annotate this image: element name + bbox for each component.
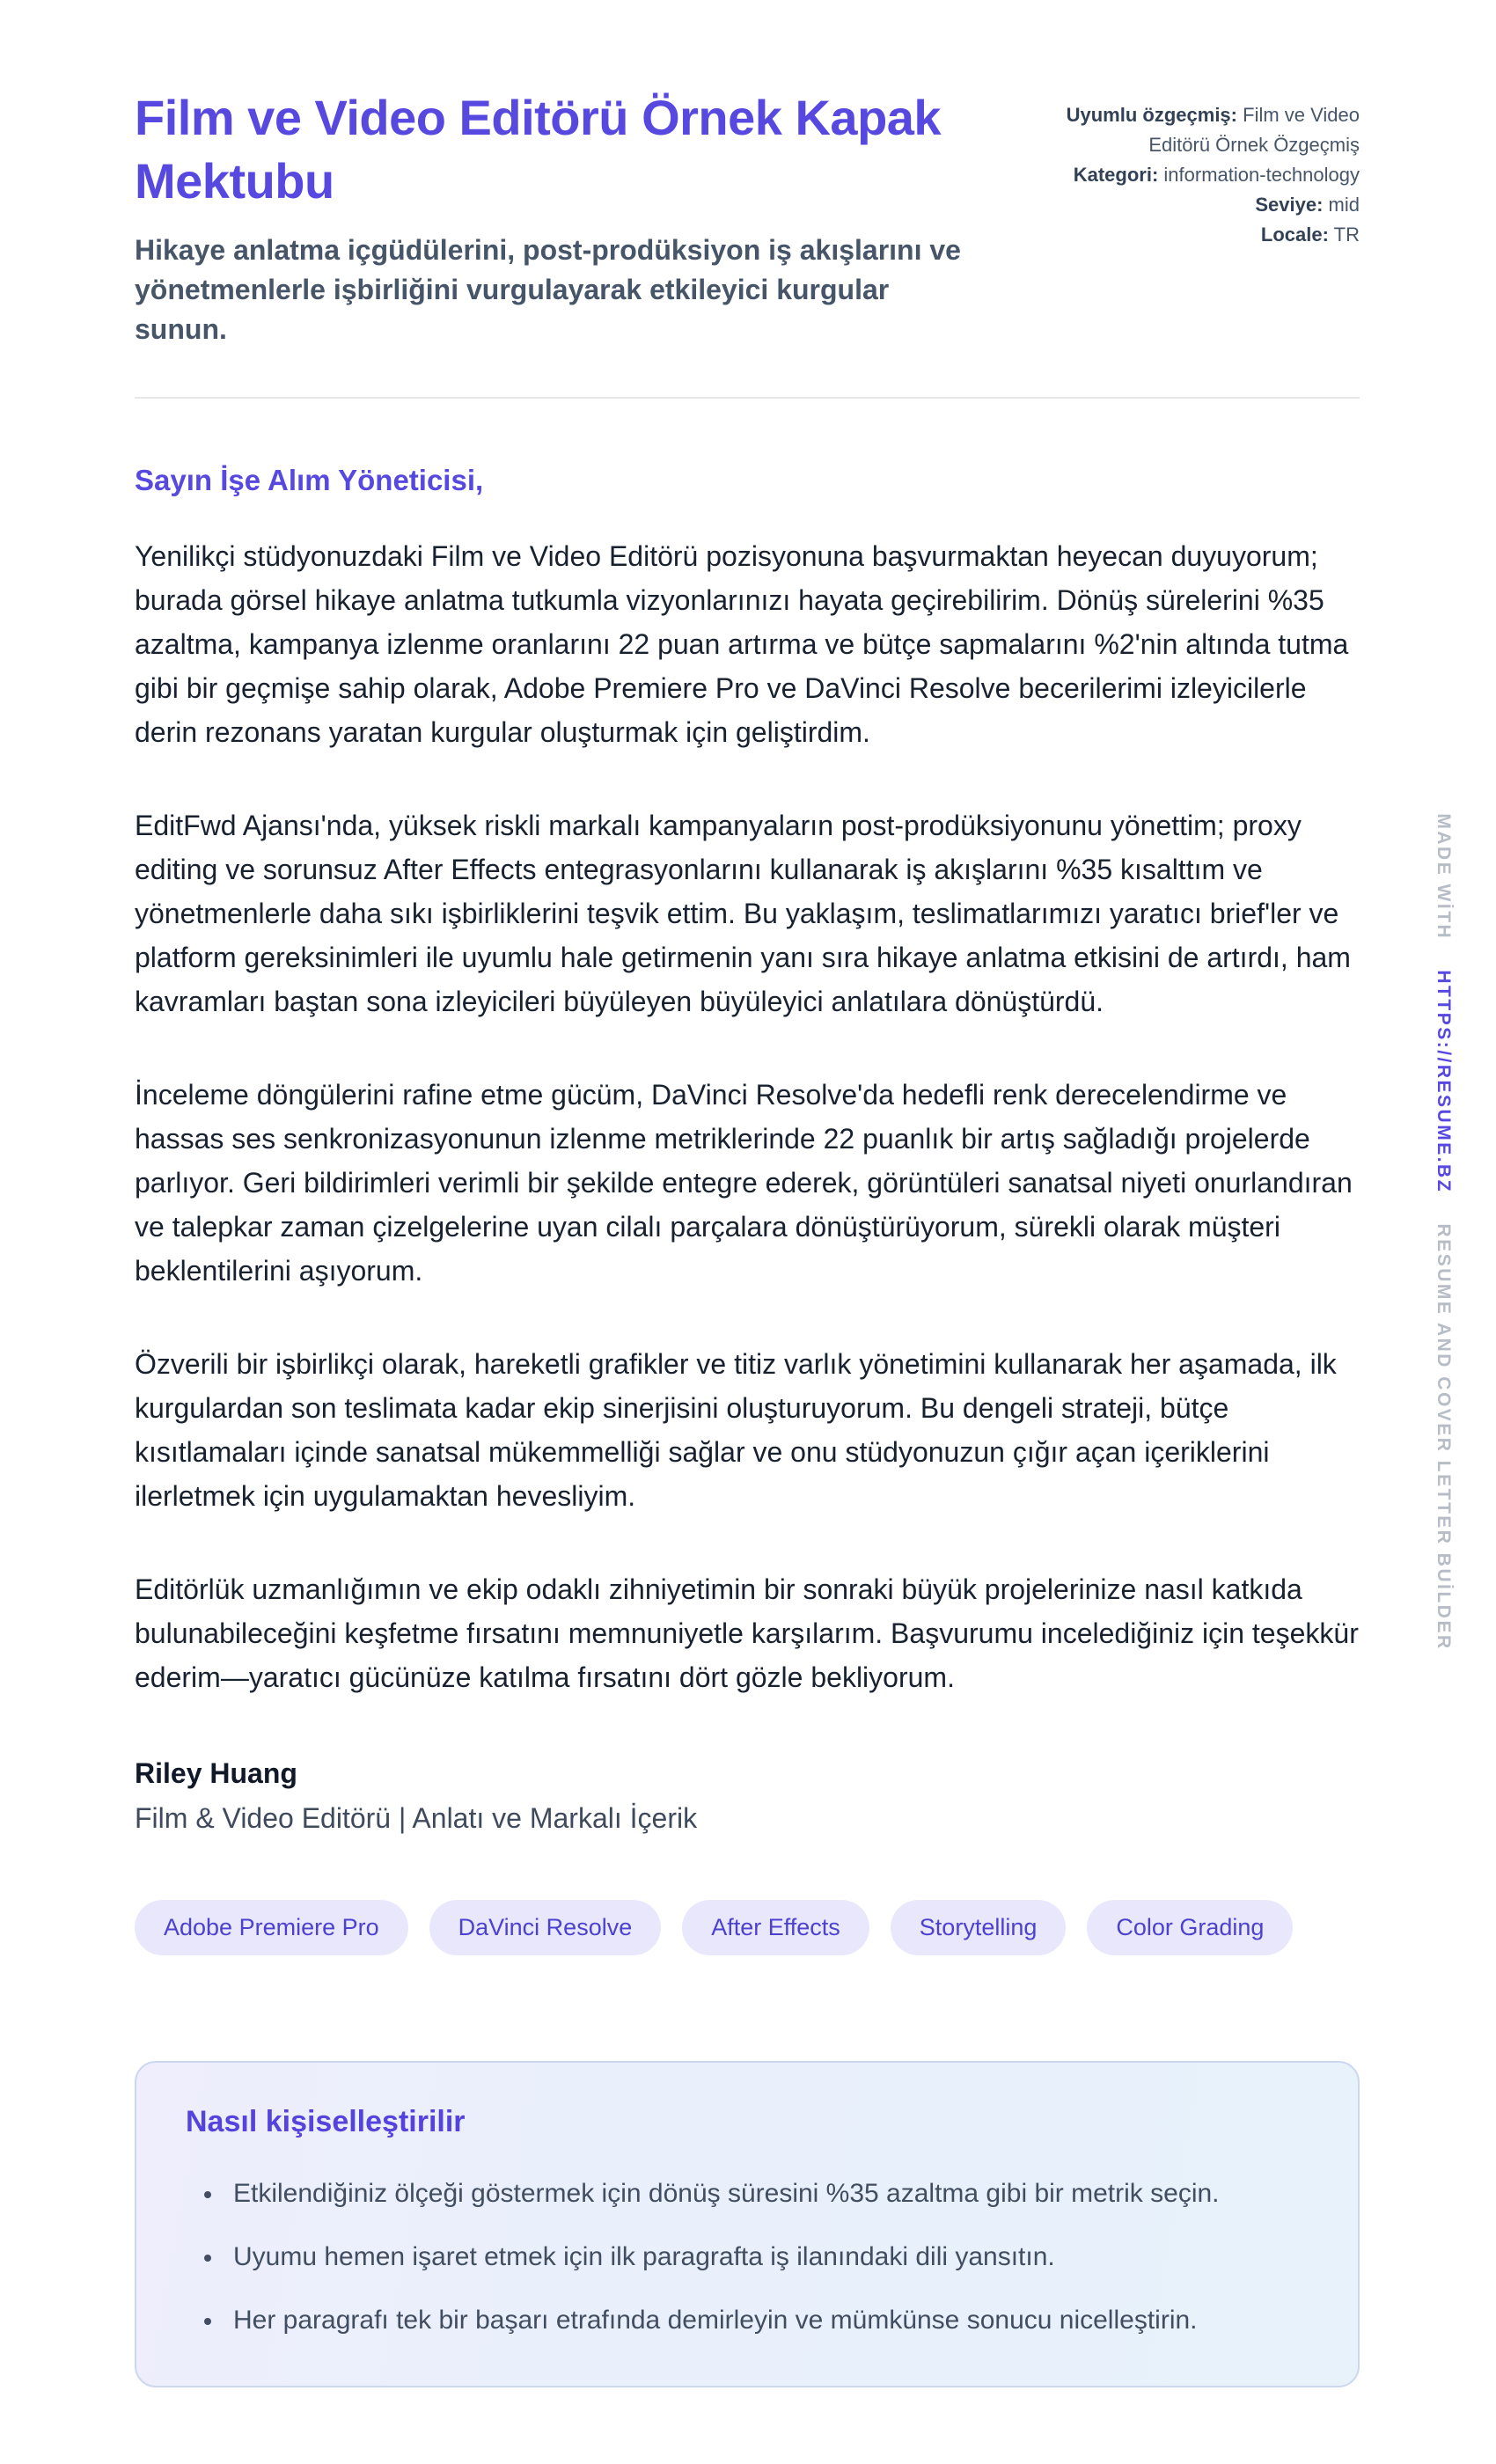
personalization-tips-list bbox=[186, 2174, 1309, 2340]
signature-role: Film & Video Editörü | Anlatı ve Markalı İçerik bbox=[135, 1802, 698, 1834]
watermark-resume-bz-link: HTTPS://RESUME.BZ bbox=[1434, 970, 1454, 1194]
skill-tag-storytelling: Storytelling bbox=[891, 1900, 1067, 1955]
personalization-heading: Nasıl kişiselleştirilir bbox=[186, 2105, 466, 2138]
letter-paragraph-4: Özverili bir işbirlikçi olarak, hareketli grafikler ve titiz varlık yönetimini kullanarak her aşamada, ilk kurgulardan son teslimata kadar ekip sinerjisini oluşturuyorum. Bu dengeli strateji, bütçe kısıtlamaları içinde sanatsal mükemmelliği sağlar ve onu stüdyonuzun çığır açan içeriklerini ilerletmek için uygulamaktan hevesliyim. bbox=[135, 1348, 1337, 1512]
letter-signature bbox=[135, 1757, 1360, 1835]
skill-tag-after-effects: After Effects bbox=[682, 1900, 869, 1955]
page-subtitle: Hikaye anlatma içgüdülerini, post-prodüksiyon iş akışlarını ve yönetmenlerle işbirliğini vurgulayarak etkileyici kurgular sunun. bbox=[135, 234, 961, 345]
made-with-watermark bbox=[1433, 813, 1454, 1650]
watermark-prefix: MADE WİTH bbox=[1434, 813, 1454, 941]
letter-paragraph-3: İnceleme döngülerini rafine etme gücüm, DaVinci Resolve'da hedefli renk derecelendirme ve hassas ses senkronizasyonunun izlenme metriklerinde 22 puanlık bir artış sağladığı projelerde parlıyor. Geri bildirimleri verimli bir şekilde entegre ederek, görüntüleri sanatsal niyeti onurlandıran ve talepkar zaman çizelgelerine uyan cilalı parçalara dönüştürüyorum, sürekli olarak müşteri beklentilerini aşıyorum. bbox=[135, 1079, 1353, 1287]
meta-value: Film ve Video Editörü Örnek Özgeçmiş bbox=[1148, 104, 1360, 156]
meta-row-matching-resume bbox=[1043, 100, 1360, 160]
page-header bbox=[135, 0, 1360, 349]
letter-paragraph-1: Yenilikçi stüdyonuzdaki Film ve Video Editörü pozisyonuna başvurmaktan heyecan duyuyorum; burada görsel hikaye anlatma tutkumla vizyonlarınızı hayata geçirebilirim. Dönüş sürelerini %35 azaltma, kampanya izlenme oranlarını 22 puan artırma ve bütçe sapmalarını %2'nin altında tutma gibi bir geçmişe sahip olarak, Adobe Premiere Pro ve DaVinci Resolve becerilerimi izleyicilerle derin rezonans yaratan kurgular oluşturmak için geliştirdim. bbox=[135, 540, 1349, 748]
meta-value: TR bbox=[1333, 224, 1360, 246]
document-meta bbox=[1043, 86, 1360, 250]
meta-value: mid bbox=[1328, 194, 1360, 216]
meta-value: information-technology bbox=[1163, 164, 1360, 186]
title-block bbox=[135, 86, 1001, 349]
meta-label: Locale: bbox=[1260, 224, 1329, 246]
signature-name: Riley Huang bbox=[135, 1757, 297, 1789]
tip-item-2: • Uyumu hemen işaret etmek için ilk paragrafta iş ilanındaki dili yansıtın. bbox=[224, 2238, 1309, 2277]
page-title: Film ve Video Editörü Örnek Kapak Mektubu bbox=[135, 90, 942, 209]
skill-tags bbox=[135, 1900, 1360, 1955]
meta-label: Uyumlu özgeçmiş: bbox=[1066, 104, 1237, 126]
meta-label: Seviye: bbox=[1255, 194, 1324, 216]
meta-label: Kategori: bbox=[1073, 164, 1159, 186]
skill-tag-color-grading: Color Grading bbox=[1087, 1900, 1293, 1955]
letter-paragraph-5: Editörlük uzmanlığımın ve ekip odaklı zihniyetimin bir sonraki büyük projelerinize nasıl katkıda bulunabileceğini keşfetme fırsatını memnuniyetle karşılarım. Başvurumu incelediğiniz için teşekkür ederim—yaratıcı gücünüze katılma fırsatını dört gözle bekliyorum. bbox=[135, 1573, 1359, 1693]
letter-paragraph-2: EditFwd Ajansı'nda, yüksek riskli markalı kampanyaların post-prodüksiyonunu yönettim; proxy editing ve sorunsuz After Effects entegrasyonlarını kullanarak iş akışlarını %35 kısalttım ve yönetmenlerle daha sıkı işbirliklerini teşvik ettim. Bu yaklaşım, teslimatlarımızı yaratıcı brief'ler ve platform gereksinimleri ile uyumlu hale getirmenin yanı sıra hikaye anlatma etkisini de artırdı, ham kavramları baştan sona izleyicileri büyüleyen büyüleyici anlatılara dönüştürdü. bbox=[135, 810, 1351, 1017]
letter-salutation: Sayın İşe Alım Yöneticisi, bbox=[135, 464, 484, 496]
skill-tag-adobe-premiere-pro: Adobe Premiere Pro bbox=[135, 1900, 408, 1955]
meta-row-level bbox=[1043, 190, 1360, 220]
header-divider bbox=[135, 397, 1360, 399]
main-content bbox=[135, 0, 1360, 2387]
meta-row-locale bbox=[1043, 220, 1360, 250]
personalization-card bbox=[135, 2061, 1360, 2387]
skill-tag-davinci-resolve: DaVinci Resolve bbox=[429, 1900, 662, 1955]
tip-item-1: • Etkilendiğiniz ölçeği göstermek için dönüş süresini %35 azaltma gibi bir metrik seçin. bbox=[224, 2174, 1309, 2213]
letter-body bbox=[135, 464, 1360, 1835]
watermark-suffix: RESUME AND COVER LETTER BUİLDER bbox=[1434, 1223, 1454, 1651]
meta-row-category bbox=[1043, 160, 1360, 190]
tip-item-3: • Her paragrafı tek bir başarı etrafında demirleyin ve mümkünse sonucu nicelleştirin. bbox=[224, 2301, 1309, 2340]
